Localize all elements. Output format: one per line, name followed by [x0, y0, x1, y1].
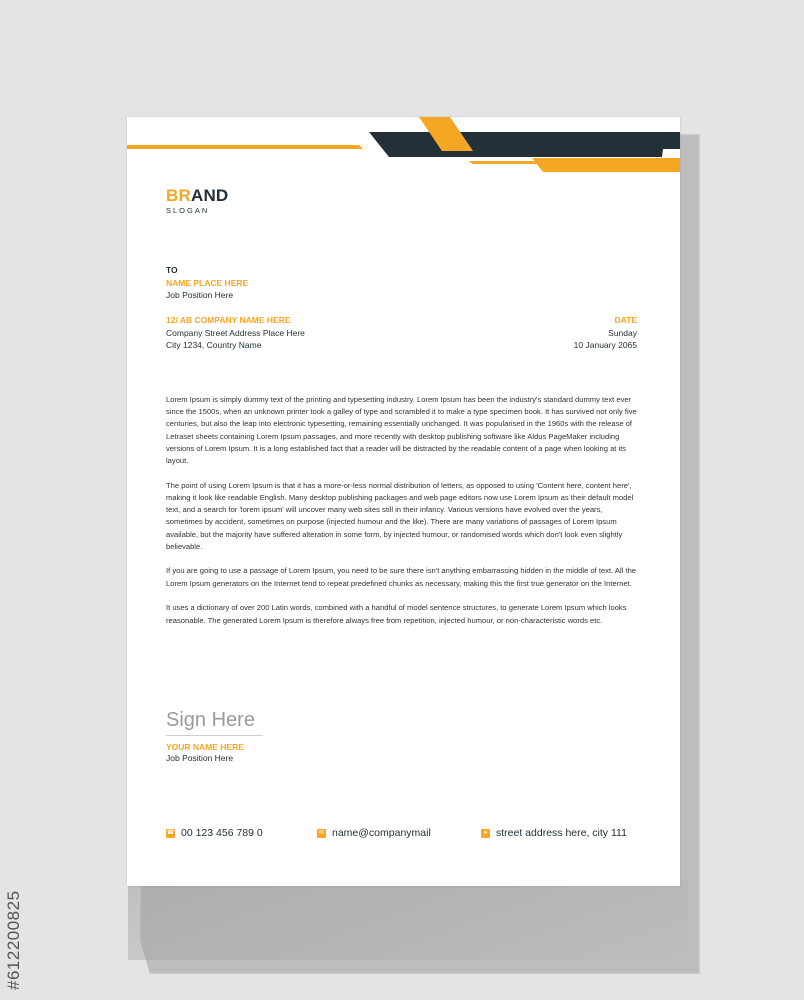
email-icon: ✉ [318, 829, 325, 836]
header-orange-line-bottom [468, 161, 538, 164]
signature-block [166, 709, 263, 763]
letter-body [166, 394, 639, 639]
letterhead-page [127, 117, 680, 886]
header-orange-bar-right [532, 158, 680, 172]
signature-line [166, 735, 263, 736]
signer-position: Job Position Here [166, 753, 234, 763]
date-day: Sunday [608, 327, 637, 338]
contact-phone-text: 00 123 456 789 0 [181, 827, 263, 839]
date-value: 10 January 2065 [573, 340, 637, 350]
body-paragraph-1: Lorem Ipsum is simply dummy text of the printing and typesetting industry. Lorem Ipsum has been the industry's standard dummy text ever since the 1500s, when an unknown printer took a galley of type and scrambled it to make a type specimen book. It has survived not only five centuries, but also the leap into electronic typesetting, remaining essentially unchanged. It was popularised in the 1960s with the release of Letraset sheets containing Lorem Ipsum passages, and more recently with desktop publishing software like Aldus PageMaker including versions of Lorem Ipsum. It is a long established fact that a reader will be distracted by the readable content of a page when looking at its layout. [166, 395, 637, 466]
body-paragraph-4: It uses a dictionary of over 200 Latin words, combined with a handful of model sentence structures, to generate Lorem Ipsum which looks reasonable. The generated Lorem Ipsum is therefore always free from repetition, injected humour, or non-characteristic words etc. [166, 603, 627, 625]
brand-name [166, 187, 228, 205]
recipient-block [166, 264, 248, 302]
stock-id-text: #612200825 [4, 890, 23, 990]
brand-logo [166, 187, 228, 215]
contact-address-text: street address here, city 111 [496, 827, 627, 839]
company-street: Company Street Address Place Here [166, 327, 305, 338]
date-label: DATE [614, 315, 637, 325]
brand-slogan: SLOGAN [166, 206, 210, 215]
recipient-position: Job Position Here [166, 290, 234, 300]
brand-name-accent: BR [166, 186, 191, 205]
signer-name: YOUR NAME HERE [166, 742, 244, 752]
company-block [166, 314, 305, 352]
recipient-to-label: TO [166, 265, 178, 275]
contact-phone [166, 827, 263, 839]
company-name: 12/ AB COMPANY NAME HERE [166, 315, 291, 325]
header-dark-bar [369, 132, 680, 157]
brand-name-rest: AND [190, 186, 229, 205]
recipient-name: NAME PLACE HERE [166, 277, 249, 288]
header-orange-line-left [127, 145, 363, 149]
header-decoration [127, 117, 680, 177]
contact-email [317, 827, 431, 839]
page-shadow-fade [128, 880, 688, 960]
body-paragraph-2: The point of using Lorem Ipsum is that it has a more-or-less normal distribution of letters, as opposed to using 'Content here, content here', making it look like readable English. Many desktop publishing packages and web page editors now use Lorem Ipsum as their default model text, and a search for 'lorem ipsum' will uncover many web sites still in their infancy. Various versions have evolved over the years, sometimes by accident, sometimes on purpose (injected humour and the like). There are many variations of passages of Lorem Ipsum available, but the majority have suffered alteration in some form, by injected humour, or randomised words which don't look even slightly believable. [166, 480, 634, 551]
contact-address [481, 827, 627, 839]
date-block [574, 314, 637, 352]
body-paragraph-3: If you are going to use a passage of Lorem Ipsum, you need to be sure there isn't anything embarrassing hidden in the middle of text. All the Lorem Ipsum generators on the Internet tend to repeat predefined chunks as necessary, making this the first true generator on the Internet. [166, 566, 637, 588]
contact-email-text: name@companymail [332, 827, 431, 839]
company-city: City 1234, Country Name [166, 340, 262, 350]
signature-placeholder: Sign Here [166, 709, 255, 731]
phone-icon: ☎ [166, 829, 175, 836]
stock-id-watermark [4, 760, 28, 990]
location-icon: ● [481, 829, 490, 838]
